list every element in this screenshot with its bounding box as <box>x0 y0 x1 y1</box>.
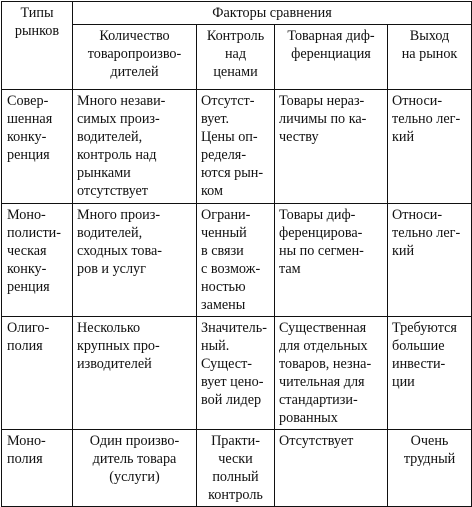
row-market-type: Моно- полисти- ческая конку- ренция <box>2 204 73 317</box>
cell-market-entry: Требуются большие инвести- ции <box>388 317 472 430</box>
cell-differentiation: Существенная для отдельных товаров, незна- чительная для стандартизи- рованных <box>275 317 388 430</box>
cell-producers: Один произво- дитель товара (услуги) <box>73 430 197 507</box>
table-row <box>2 430 472 507</box>
row-market-type: Олиго- полия <box>2 317 73 430</box>
row-market-type: Совер- шенная конку- ренция <box>2 90 73 204</box>
table-row <box>2 204 472 317</box>
cell-price-control: Значитель- ный. Сущест- вует цено- вой лидер <box>197 317 275 430</box>
market-types-comparison-table <box>1 1 472 507</box>
column-header-price-control: Контроль над ценами <box>197 25 275 90</box>
cell-price-control: Практи- чески полный контроль <box>197 430 275 507</box>
column-header-market-entry: Выход на рынок <box>388 25 472 90</box>
row-market-type: Моно- полия <box>2 430 73 507</box>
column-header-producers: Количество товаропроизво- дителей <box>73 25 197 90</box>
corner-header: Типы рынков <box>2 2 73 90</box>
cell-price-control: Отсутст- вует. Цены оп- ределя- ются рын- ком <box>197 90 275 204</box>
group-header: Факторы сравнения <box>73 2 472 25</box>
cell-producers: Много незави- симых произ- водителей, контроль над рынками отсутствует <box>73 90 197 204</box>
cell-market-entry: Относи- тельно лег- кий <box>388 204 472 317</box>
cell-producers: Несколько крупных про- изводителей <box>73 317 197 430</box>
cell-market-entry: Очень трудный <box>388 430 472 507</box>
cell-differentiation: Отсутствует <box>275 430 388 507</box>
cell-market-entry: Относи- тельно лег- кий <box>388 90 472 204</box>
cell-price-control: Ограни- ченный в связи с возмож- ностью замены <box>197 204 275 317</box>
cell-producers: Много произ- водителей, сходных това- ров и услуг <box>73 204 197 317</box>
table-row <box>2 317 472 430</box>
cell-differentiation: Товары нераз- личимы по ка- честву <box>275 90 388 204</box>
cell-differentiation: Товары диф- ференцирова- ны по сегмен- там <box>275 204 388 317</box>
column-header-differentiation: Товарная диф- ференциация <box>275 25 388 90</box>
table-row <box>2 90 472 204</box>
